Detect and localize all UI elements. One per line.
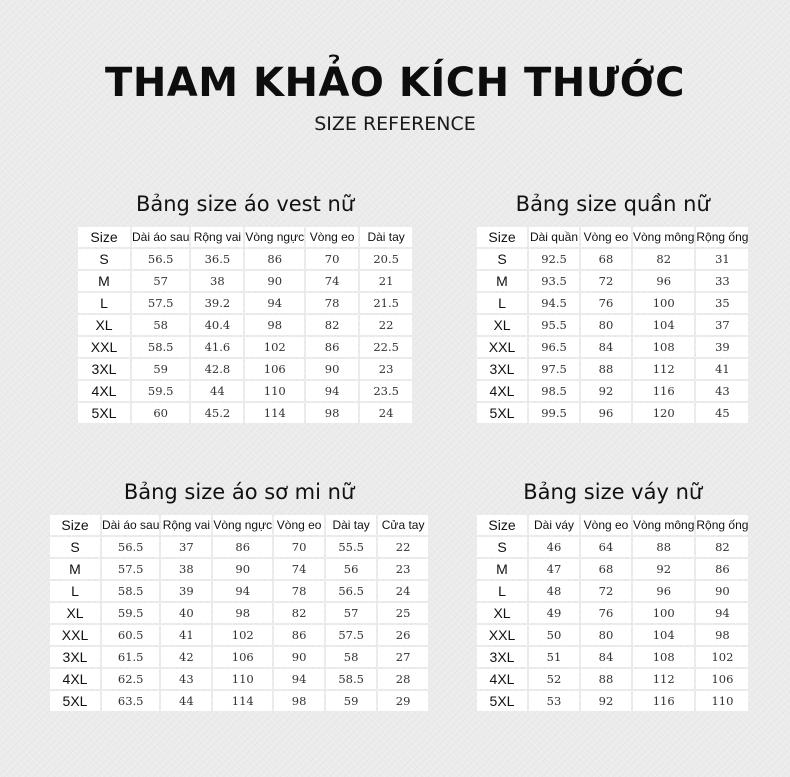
table-cell: 36.5 — [191, 249, 243, 269]
table-header-row — [78, 227, 412, 247]
table-cell: 27 — [378, 647, 428, 667]
table-cell: 57 — [132, 271, 189, 291]
table-row — [477, 625, 748, 645]
column-header: Rộng ống — [696, 227, 748, 247]
column-header: Dài tay — [360, 227, 412, 247]
table-cell: 116 — [633, 381, 694, 401]
table-cell: 86 — [306, 337, 358, 357]
table-row — [78, 315, 412, 335]
column-header: Size — [78, 227, 130, 247]
table-cell: 59 — [326, 691, 376, 711]
size-label: S — [477, 249, 527, 269]
shirt-size-table — [48, 513, 430, 713]
table-cell: 64 — [581, 537, 631, 557]
column-header: Dài váy — [529, 515, 579, 535]
size-label: M — [50, 559, 100, 579]
table-cell: 92 — [581, 381, 631, 401]
table-cell: 38 — [161, 559, 211, 579]
size-label: 3XL — [50, 647, 100, 667]
table-cell: 23 — [360, 359, 412, 379]
table-cell: 20.5 — [360, 249, 412, 269]
table-cell: 98 — [696, 625, 748, 645]
table-row — [78, 271, 412, 291]
table-row — [50, 581, 428, 601]
size-label: 4XL — [78, 381, 130, 401]
table-cell: 57.5 — [102, 559, 159, 579]
table-cell: 120 — [633, 403, 694, 423]
table-cell: 52 — [529, 669, 579, 689]
table-cell: 47 — [529, 559, 579, 579]
table-cell: 82 — [696, 537, 748, 557]
size-label: 5XL — [477, 691, 527, 711]
vest-size-table — [76, 225, 414, 425]
table-cell: 31 — [696, 249, 748, 269]
table-cell: 63.5 — [102, 691, 159, 711]
page-title: THAM KHẢO KÍCH THƯỚC — [105, 60, 685, 106]
skirt-size-block — [475, 477, 750, 713]
table-cell: 57.5 — [326, 625, 376, 645]
table-cell: 110 — [245, 381, 304, 401]
table-cell: 104 — [633, 625, 694, 645]
column-header: Size — [477, 227, 527, 247]
table-cell: 23 — [378, 559, 428, 579]
size-label: S — [477, 537, 527, 557]
vest-table-title: Bảng size áo vest nữ — [135, 192, 355, 216]
table-cell: 74 — [274, 559, 324, 579]
table-cell: 41 — [696, 359, 748, 379]
table-row — [477, 315, 748, 335]
table-cell: 96 — [633, 581, 694, 601]
table-cell: 60 — [132, 403, 189, 423]
column-header: Vòng ngực — [245, 227, 304, 247]
table-cell: 44 — [161, 691, 211, 711]
table-cell: 100 — [633, 293, 694, 313]
table-cell: 22 — [378, 537, 428, 557]
table-cell: 90 — [274, 647, 324, 667]
table-cell: 108 — [633, 647, 694, 667]
table-cell: 82 — [633, 249, 694, 269]
column-header: Size — [477, 515, 527, 535]
table-cell: 114 — [245, 403, 304, 423]
table-cell: 38 — [191, 271, 243, 291]
column-header: Dài áo sau — [132, 227, 189, 247]
table-cell: 56 — [326, 559, 376, 579]
table-cell: 97.5 — [529, 359, 579, 379]
table-header-row — [50, 515, 428, 535]
table-row — [78, 337, 412, 357]
table-cell: 25 — [378, 603, 428, 623]
column-header: Rộng vai — [161, 515, 211, 535]
table-cell: 93.5 — [529, 271, 579, 291]
table-cell: 59.5 — [132, 381, 189, 401]
table-cell: 37 — [161, 537, 211, 557]
table-row — [477, 537, 748, 557]
size-label: S — [78, 249, 130, 269]
table-cell: 74 — [306, 271, 358, 291]
table-cell: 24 — [378, 581, 428, 601]
size-label: XXL — [477, 625, 527, 645]
table-cell: 78 — [306, 293, 358, 313]
table-row — [477, 403, 748, 423]
table-row — [477, 249, 748, 269]
table-cell: 56.5 — [132, 249, 189, 269]
table-cell: 29 — [378, 691, 428, 711]
table-cell: 70 — [306, 249, 358, 269]
table-row — [477, 603, 748, 623]
column-header: Dài áo sau — [102, 515, 159, 535]
table-cell: 58.5 — [326, 669, 376, 689]
table-header-row — [477, 227, 748, 247]
table-cell: 68 — [581, 559, 631, 579]
table-cell: 59.5 — [102, 603, 159, 623]
size-label: XXL — [78, 337, 130, 357]
page-subtitle: SIZE REFERENCE — [314, 113, 476, 135]
table-cell: 84 — [581, 647, 631, 667]
table-cell: 42 — [161, 647, 211, 667]
table-cell: 100 — [633, 603, 694, 623]
table-cell: 88 — [581, 359, 631, 379]
table-cell: 57 — [326, 603, 376, 623]
table-cell: 76 — [581, 603, 631, 623]
size-label: 4XL — [477, 381, 527, 401]
table-cell: 57.5 — [132, 293, 189, 313]
column-header: Rộng ống — [696, 515, 748, 535]
table-row — [78, 403, 412, 423]
table-row — [78, 293, 412, 313]
table-cell: 40.4 — [191, 315, 243, 335]
table-cell: 21.5 — [360, 293, 412, 313]
size-label: XXL — [477, 337, 527, 357]
table-cell: 88 — [581, 669, 631, 689]
column-header: Vòng eo — [581, 515, 631, 535]
column-header: Cửa tay — [378, 515, 428, 535]
table-cell: 53 — [529, 691, 579, 711]
table-cell: 41 — [161, 625, 211, 645]
table-cell: 82 — [306, 315, 358, 335]
table-row — [477, 271, 748, 291]
table-cell: 22.5 — [360, 337, 412, 357]
table-cell: 95.5 — [529, 315, 579, 335]
table-cell: 35 — [696, 293, 748, 313]
table-row — [477, 647, 748, 667]
table-cell: 72 — [581, 271, 631, 291]
column-header: Dài quần — [529, 227, 579, 247]
table-cell: 22 — [360, 315, 412, 335]
table-row — [50, 603, 428, 623]
table-row — [477, 669, 748, 689]
table-cell: 56.5 — [102, 537, 159, 557]
table-cell: 58.5 — [102, 581, 159, 601]
table-cell: 92 — [633, 559, 694, 579]
table-cell: 51 — [529, 647, 579, 667]
size-label: S — [50, 537, 100, 557]
column-header: Vòng ngực — [213, 515, 272, 535]
table-cell: 98 — [306, 403, 358, 423]
table-cell: 106 — [213, 647, 272, 667]
table-row — [50, 625, 428, 645]
size-label: XL — [477, 315, 527, 335]
table-row — [50, 647, 428, 667]
size-label: L — [477, 581, 527, 601]
column-header: Rộng vai — [191, 227, 243, 247]
table-cell: 24 — [360, 403, 412, 423]
table-cell: 45 — [696, 403, 748, 423]
table-row — [50, 537, 428, 557]
table-row — [78, 381, 412, 401]
size-label: 5XL — [78, 403, 130, 423]
table-row — [477, 337, 748, 357]
column-header: Vòng eo — [581, 227, 631, 247]
size-label: M — [78, 271, 130, 291]
skirt-size-table — [475, 513, 750, 713]
table-cell: 106 — [245, 359, 304, 379]
table-cell: 90 — [306, 359, 358, 379]
table-cell: 96 — [633, 271, 694, 291]
table-cell: 94 — [274, 669, 324, 689]
table-cell: 45.2 — [191, 403, 243, 423]
table-cell: 48 — [529, 581, 579, 601]
column-header: Vòng mông — [633, 227, 694, 247]
table-cell: 78 — [274, 581, 324, 601]
table-cell: 102 — [696, 647, 748, 667]
table-cell: 58.5 — [132, 337, 189, 357]
table-cell: 23.5 — [360, 381, 412, 401]
table-row — [477, 381, 748, 401]
table-cell: 94 — [696, 603, 748, 623]
column-header: Size — [50, 515, 100, 535]
table-row — [477, 691, 748, 711]
vest-size-block — [76, 189, 414, 425]
table-cell: 39 — [161, 581, 211, 601]
table-cell: 86 — [245, 249, 304, 269]
table-cell: 39 — [696, 337, 748, 357]
table-cell: 37 — [696, 315, 748, 335]
table-cell: 58 — [326, 647, 376, 667]
table-row — [50, 691, 428, 711]
size-label: 3XL — [78, 359, 130, 379]
table-cell: 46 — [529, 537, 579, 557]
table-cell: 94 — [213, 581, 272, 601]
table-cell: 72 — [581, 581, 631, 601]
size-label: 3XL — [477, 647, 527, 667]
table-cell: 82 — [274, 603, 324, 623]
size-label: XL — [477, 603, 527, 623]
size-label: 3XL — [477, 359, 527, 379]
shirt-size-block — [48, 477, 430, 713]
table-cell: 98 — [213, 603, 272, 623]
table-cell: 112 — [633, 359, 694, 379]
table-cell: 56.5 — [326, 581, 376, 601]
table-cell: 110 — [696, 691, 748, 711]
table-cell: 106 — [696, 669, 748, 689]
pants-table-title: Bảng size quần nữ — [515, 192, 710, 216]
table-cell: 41.6 — [191, 337, 243, 357]
table-row — [477, 359, 748, 379]
table-cell: 94 — [245, 293, 304, 313]
table-cell: 96.5 — [529, 337, 579, 357]
column-header: Vòng eo — [274, 515, 324, 535]
table-cell: 76 — [581, 293, 631, 313]
table-row — [50, 669, 428, 689]
size-label: 5XL — [50, 691, 100, 711]
size-label: XXL — [50, 625, 100, 645]
table-cell: 42.8 — [191, 359, 243, 379]
skirt-table-title: Bảng size váy nữ — [523, 480, 703, 504]
size-label: 5XL — [477, 403, 527, 423]
table-cell: 98 — [274, 691, 324, 711]
table-cell: 96 — [581, 403, 631, 423]
table-row — [477, 581, 748, 601]
table-cell: 98 — [245, 315, 304, 335]
size-label: XL — [50, 603, 100, 623]
table-cell: 39.2 — [191, 293, 243, 313]
table-cell: 55.5 — [326, 537, 376, 557]
table-cell: 61.5 — [102, 647, 159, 667]
table-row — [477, 559, 748, 579]
table-cell: 26 — [378, 625, 428, 645]
table-cell: 114 — [213, 691, 272, 711]
table-cell: 86 — [274, 625, 324, 645]
size-label: M — [477, 559, 527, 579]
table-cell: 90 — [696, 581, 748, 601]
table-row — [50, 559, 428, 579]
table-cell: 28 — [378, 669, 428, 689]
table-cell: 98.5 — [529, 381, 579, 401]
table-cell: 44 — [191, 381, 243, 401]
table-cell: 116 — [633, 691, 694, 711]
size-label: 4XL — [50, 669, 100, 689]
pants-size-block — [475, 189, 750, 425]
size-label: XL — [78, 315, 130, 335]
table-cell: 102 — [213, 625, 272, 645]
column-header: Vòng eo — [306, 227, 358, 247]
table-cell: 104 — [633, 315, 694, 335]
size-label: L — [50, 581, 100, 601]
table-cell: 90 — [245, 271, 304, 291]
table-cell: 99.5 — [529, 403, 579, 423]
table-cell: 50 — [529, 625, 579, 645]
table-cell: 68 — [581, 249, 631, 269]
table-cell: 92 — [581, 691, 631, 711]
table-row — [477, 293, 748, 313]
table-cell: 88 — [633, 537, 694, 557]
size-label: L — [477, 293, 527, 313]
table-cell: 90 — [213, 559, 272, 579]
shirt-table-title: Bảng size áo sơ mi nữ — [123, 480, 355, 504]
table-cell: 84 — [581, 337, 631, 357]
table-row — [78, 359, 412, 379]
table-cell: 21 — [360, 271, 412, 291]
size-label: M — [477, 271, 527, 291]
table-cell: 92.5 — [529, 249, 579, 269]
table-cell: 80 — [581, 315, 631, 335]
table-cell: 108 — [633, 337, 694, 357]
table-cell: 102 — [245, 337, 304, 357]
table-cell: 33 — [696, 271, 748, 291]
size-label: 4XL — [477, 669, 527, 689]
table-cell: 60.5 — [102, 625, 159, 645]
table-cell: 94.5 — [529, 293, 579, 313]
table-cell: 43 — [696, 381, 748, 401]
table-cell: 62.5 — [102, 669, 159, 689]
table-cell: 59 — [132, 359, 189, 379]
table-cell: 86 — [696, 559, 748, 579]
table-cell: 70 — [274, 537, 324, 557]
table-cell: 49 — [529, 603, 579, 623]
table-cell: 94 — [306, 381, 358, 401]
size-label: L — [78, 293, 130, 313]
table-row — [78, 249, 412, 269]
table-cell: 110 — [213, 669, 272, 689]
pants-size-table — [475, 225, 750, 425]
table-cell: 112 — [633, 669, 694, 689]
table-cell: 80 — [581, 625, 631, 645]
column-header: Vòng mông — [633, 515, 694, 535]
table-cell: 86 — [213, 537, 272, 557]
table-cell: 58 — [132, 315, 189, 335]
table-cell: 43 — [161, 669, 211, 689]
column-header: Dài tay — [326, 515, 376, 535]
table-cell: 40 — [161, 603, 211, 623]
table-header-row — [477, 515, 748, 535]
